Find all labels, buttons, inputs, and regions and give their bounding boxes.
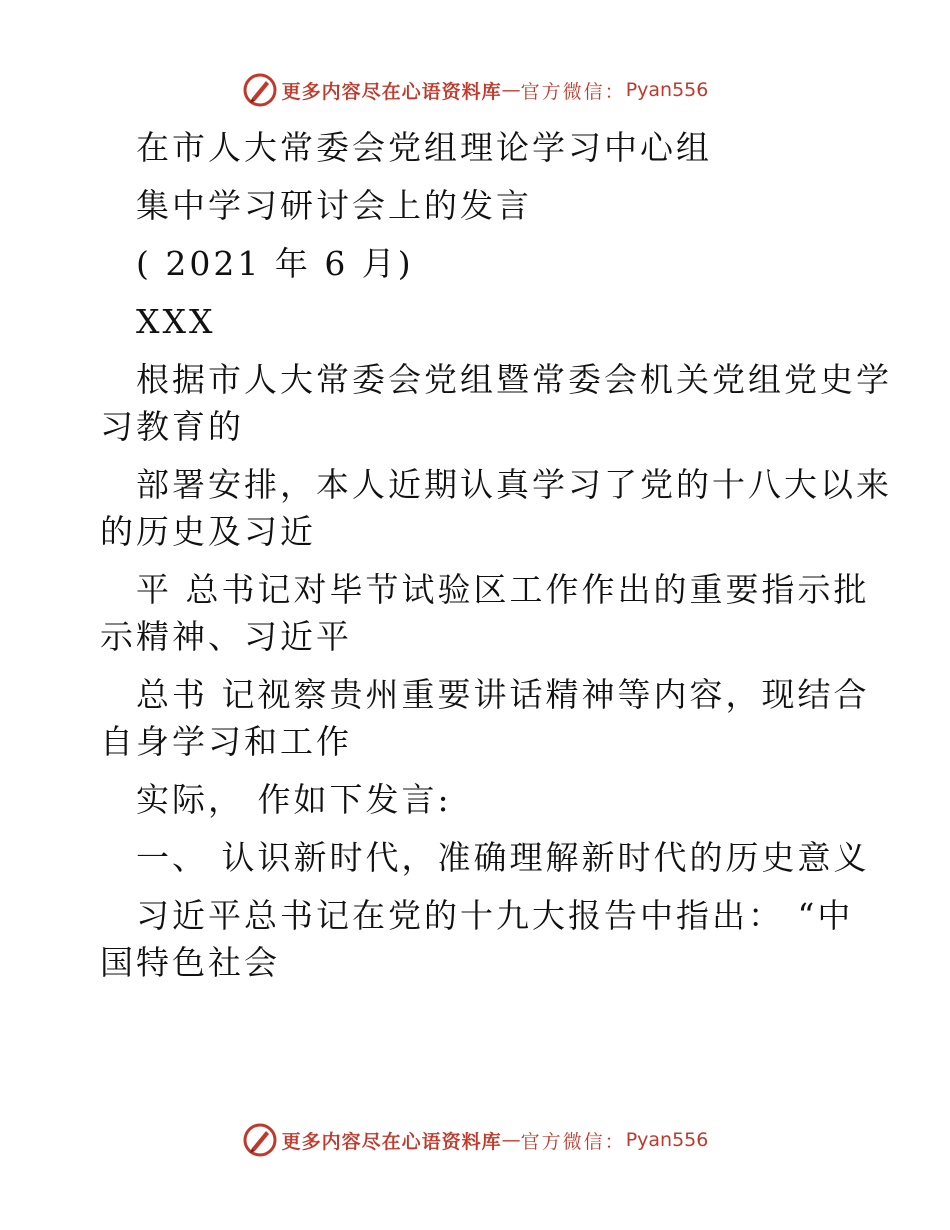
body-line: 根据市人大常委会党组暨常委会机关党组党史学: [136, 360, 892, 399]
body-line: 习近平总书记在党的十九大报告中指出： “中: [136, 896, 854, 935]
date-line: ( 2021 年 6 月): [136, 244, 414, 283]
watermark-dash: —: [501, 79, 521, 101]
watermark-label: 官方微信：: [520, 80, 626, 103]
body-line: 实际， 作如下发言:: [136, 780, 452, 819]
body-line: 示精神、习近平: [100, 617, 352, 656]
watermark-wechat-id: Pyan556: [625, 1129, 709, 1151]
title-line-2: 集中学习研讨会上的发言: [136, 186, 532, 225]
pen-logo-icon: [242, 1122, 278, 1158]
body-line: 习教育的: [100, 407, 244, 446]
body-line: 自身学习和工作: [100, 722, 352, 761]
watermark-dash: —: [501, 1129, 521, 1151]
watermark-label: 官方微信：: [520, 1130, 626, 1153]
body-line: 部署安排，本人近期认真学习了党的十八大以来: [136, 465, 892, 504]
section-heading: 一、 认识新时代，准确理解新时代的历史意义: [136, 838, 870, 877]
footer-watermark: [0, 1120, 950, 1160]
body-line: 总书 记视察贵州重要讲话精神等内容，现结合: [136, 675, 870, 714]
watermark-wechat-id: Pyan556: [625, 79, 709, 101]
pen-logo-icon: [242, 72, 278, 108]
body-line: 平 总书记对毕节试验区工作作出的重要指示批: [136, 570, 870, 609]
title-line-1: 在市人大常委会党组理论学习中心组: [136, 128, 712, 167]
body-line: 的历史及习近: [100, 512, 316, 551]
watermark-brand: 更多内容尽在心语资料库: [281, 80, 502, 103]
author-line: XXX: [136, 302, 216, 341]
header-watermark: [0, 70, 950, 110]
document-body: [100, 124, 892, 997]
body-line: 国特色社会: [100, 943, 280, 982]
watermark-brand: 更多内容尽在心语资料库: [281, 1130, 502, 1153]
